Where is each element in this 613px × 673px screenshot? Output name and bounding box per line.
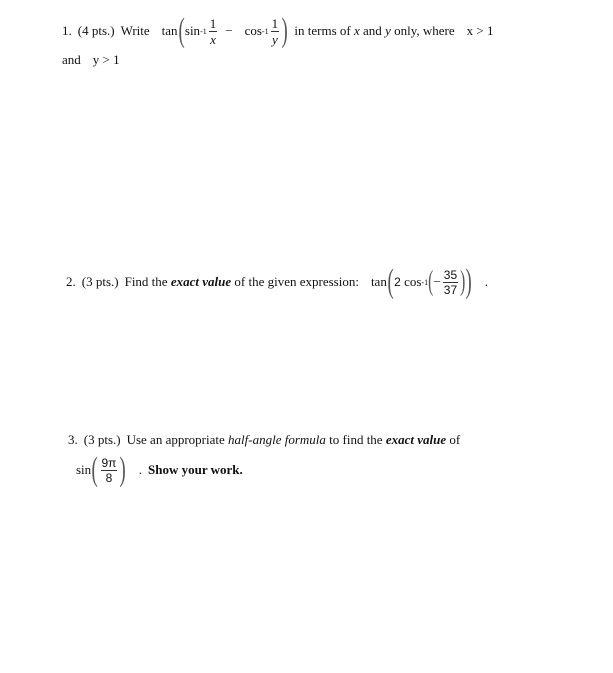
left-paren: ( [178,12,185,49]
condition-x: x > 1 [466,23,494,38]
fraction-35-over-37: $\frac{35}{37}$ [443,267,458,297]
tan-fn: tan [161,23,178,38]
right-paren: ) [281,12,288,49]
fraction-1-over-x: $\frac{1}{x}$ [209,15,217,47]
period: . [138,462,143,477]
fraction-1-over-y: $\frac{1}{y}$ [271,15,279,47]
tan-fn: tan [370,274,387,289]
q1-expression [162,14,289,48]
right-paren: ) [120,451,127,488]
q3-expression [76,453,127,487]
q3-number: 3. [68,432,78,447]
question-3-line-2 [76,453,243,487]
q3-text: to find the [329,432,383,447]
question-3-line-1 [68,432,460,448]
q1-intro: Write [120,23,150,38]
q2-points: (3 pts.) [81,274,119,289]
q1-text: and [363,23,382,38]
negative-sign: − [433,274,441,289]
inverse-sup: -1 [421,277,429,287]
q3-formula: half-angle formula [228,432,326,447]
period: . [484,274,489,289]
right-paren: ) [466,263,473,300]
q2-text: Find the [124,274,168,289]
inner-right-paren: ) [460,266,466,297]
show-work-instruction: Show your work. [148,462,243,477]
q2-text: of the given expression: [234,274,359,289]
q2-expression [371,265,473,299]
question-1-line-2 [62,52,120,68]
sin-fn: sin [76,462,92,477]
question-2 [66,265,488,299]
var-x: x [354,23,360,38]
coefficient: 2 [394,275,401,289]
left-paren: ( [387,263,394,300]
q3-text: of [449,432,461,447]
condition-y: y > 1 [92,52,120,67]
minus: − [225,23,233,38]
q1-text: only, where [394,23,455,38]
q3-text: Use an appropriate [126,432,225,447]
sin-fn: sin [184,23,201,38]
q1-points: (4 pts.) [77,23,115,38]
q1-number: 1. [62,23,72,38]
inverse-sup: -1 [261,26,269,36]
inner-left-paren: ( [428,266,434,297]
cos-fn: cos [404,274,422,289]
fraction-9pi-over-8: $\frac{9\pi}{8}$ [101,455,117,485]
q3-points: (3 pts.) [83,432,121,447]
q2-emphasis: exact value [170,274,232,289]
cos-fn: cos [244,23,262,38]
var-y: y [385,23,391,38]
question-1-line-1 [62,14,493,48]
q1-text: in terms of [294,23,351,38]
q1-and: and [62,52,81,67]
inverse-sup: -1 [200,26,207,36]
left-paren: ( [91,451,98,488]
q3-emphasis: exact value [385,432,447,447]
q2-number: 2. [66,274,76,289]
